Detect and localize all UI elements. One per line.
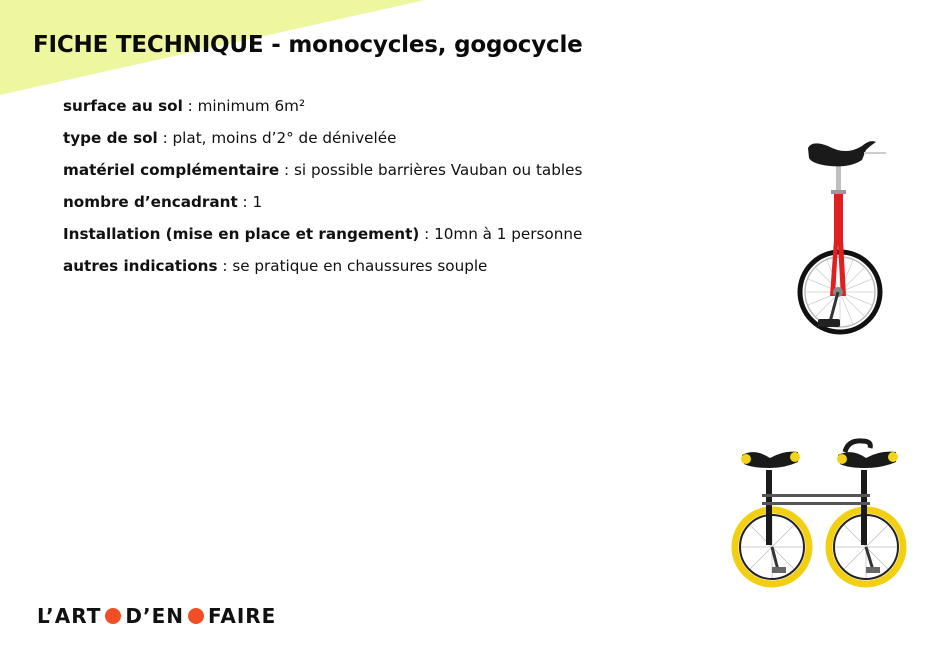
spec-label: type de sol (63, 129, 158, 147)
spec-separator: : (279, 161, 294, 179)
spec-separator: : (237, 193, 253, 211)
spec-separator: : (157, 129, 173, 147)
brand-logo (37, 604, 276, 628)
unicycle-image (790, 130, 900, 350)
logo-orange-dot-icon (188, 608, 204, 624)
spec-value: si possible barrières Vauban ou tables (294, 161, 583, 179)
spec-item-equipment (63, 160, 623, 180)
spec-label: matériel complémentaire (63, 161, 280, 179)
logo-text-part1: L’ART (37, 604, 102, 628)
spec-label: surface au sol (63, 97, 183, 115)
spec-item-ground-type (63, 128, 623, 148)
logo-orange-dot-icon (105, 608, 121, 624)
spec-separator: : (419, 225, 435, 243)
spec-separator: : (182, 97, 198, 115)
logo-text-part3: FAIRE (207, 604, 277, 628)
spec-value: se pratique en chaussures souple (232, 257, 488, 275)
spec-value: minimum 6m² (197, 97, 306, 115)
spec-label: Installation (mise en place et rangement) (63, 225, 420, 243)
spec-item-surface (63, 96, 623, 116)
spec-item-installation (63, 224, 623, 244)
spec-value: 10mn à 1 personne (434, 225, 583, 243)
page-title: FICHE TECHNIQUE - monocycles, gogocycle (33, 32, 583, 58)
spec-list (63, 96, 623, 288)
spec-item-other (63, 256, 623, 276)
spec-separator: : (217, 257, 233, 275)
spec-label: autres indications (63, 257, 218, 275)
logo-text-part2: D’EN (125, 604, 184, 628)
spec-value: 1 (252, 193, 263, 211)
spec-label: nombre d’encadrant (63, 193, 238, 211)
spec-item-supervisors (63, 192, 623, 212)
gogocycle-image (725, 435, 915, 590)
spec-value: plat, moins d’2° de dénivelée (172, 129, 397, 147)
